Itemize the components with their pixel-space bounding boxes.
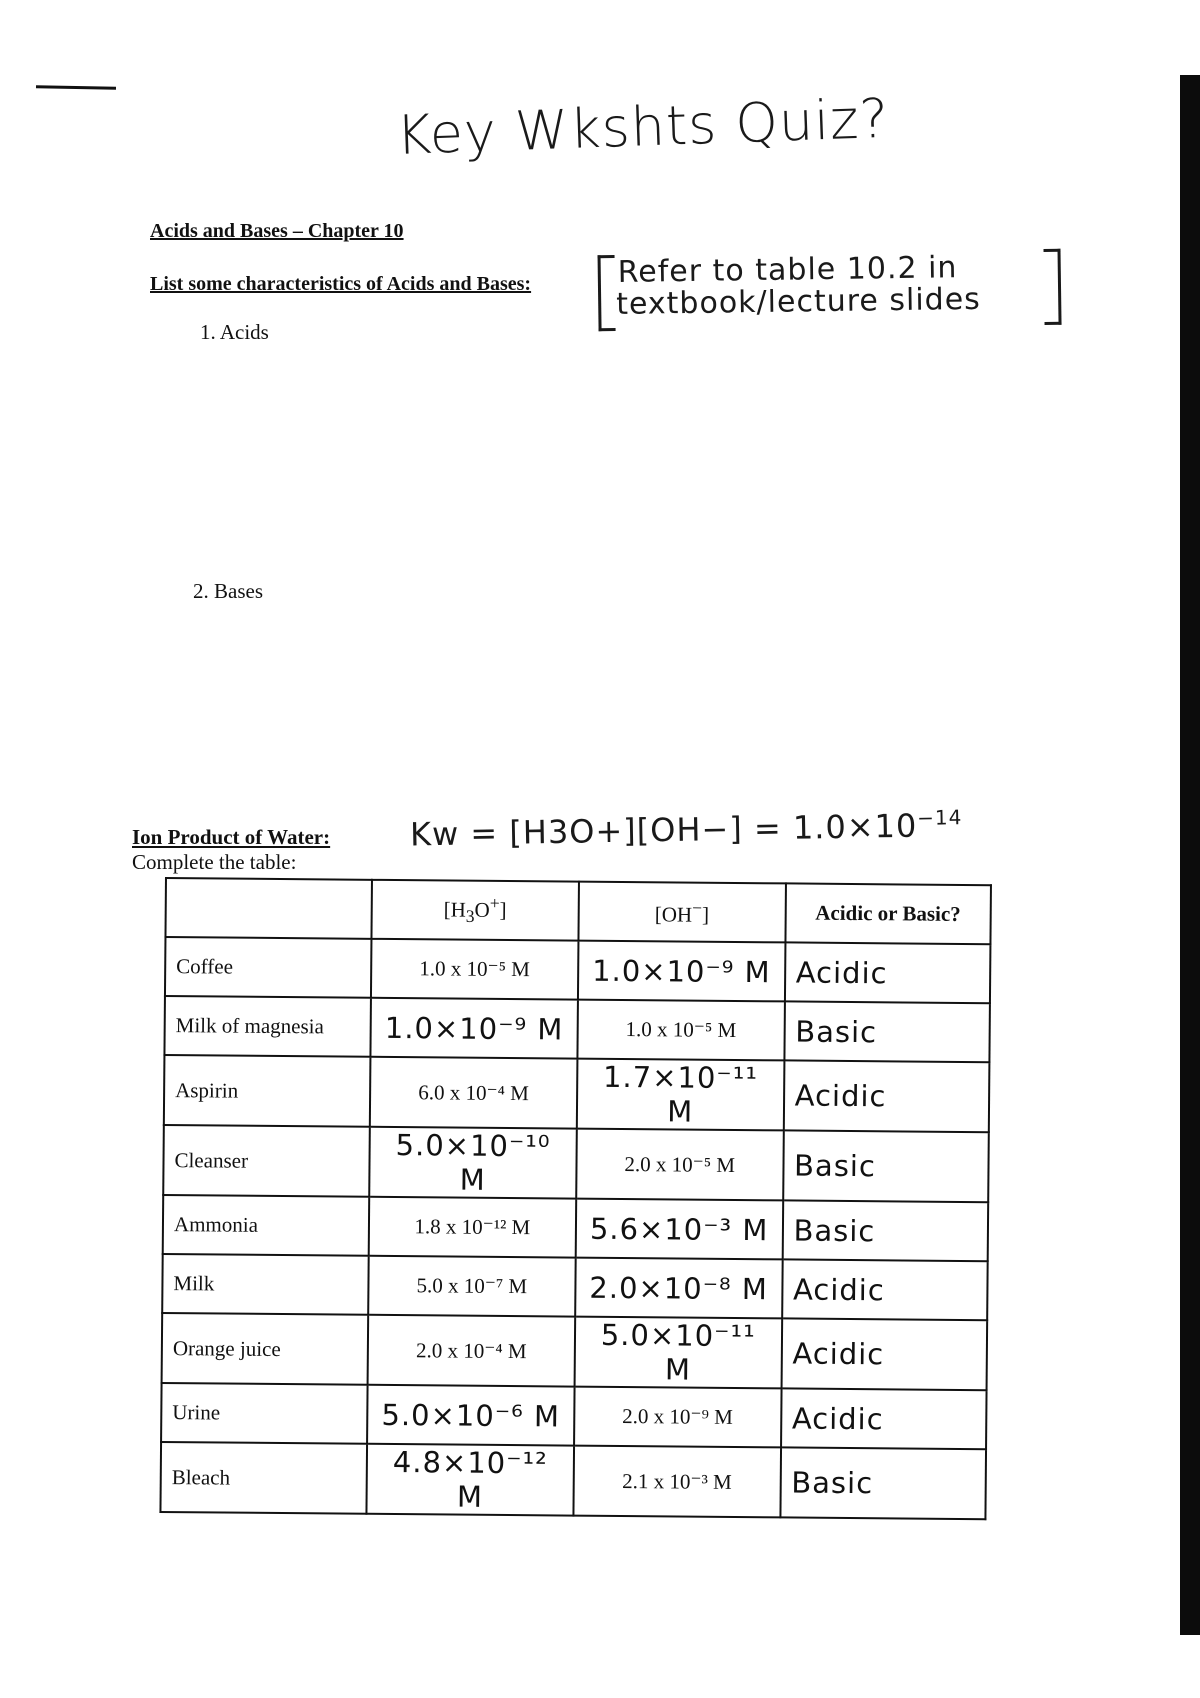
oh-value-handwritten: 1.7×10⁻¹¹ M bbox=[577, 1059, 784, 1131]
table-row bbox=[160, 1442, 986, 1519]
h3o-value: 6.0 x 10⁻⁴ M bbox=[370, 1057, 577, 1129]
row-name: Milk bbox=[162, 1254, 369, 1315]
oh-value: 1.0 x 10⁻⁵ M bbox=[577, 1000, 784, 1061]
table-row bbox=[162, 1254, 987, 1320]
row-name: Orange juice bbox=[162, 1313, 369, 1385]
h3o-value: 5.0 x 10⁻⁷ M bbox=[368, 1256, 575, 1317]
kw-equation-exponent: −14 bbox=[916, 805, 963, 830]
table-row bbox=[163, 1125, 989, 1202]
oh-value-handwritten: 2.0×10⁻⁸ M bbox=[575, 1258, 782, 1319]
oh-value: 2.1 x 10⁻³ M bbox=[573, 1446, 780, 1518]
table-row bbox=[163, 1195, 988, 1261]
acid-base-answer: Basic bbox=[784, 1001, 990, 1062]
oh-value: 2.0 x 10⁻⁵ M bbox=[576, 1129, 783, 1201]
kw-equation-main: Kw = [H3O+][OH−] = 1.0×10 bbox=[409, 806, 918, 854]
oh-value-handwritten: 5.6×10⁻³ M bbox=[576, 1199, 783, 1260]
scan-edge-shadow bbox=[1180, 75, 1200, 1635]
row-name: Bleach bbox=[160, 1442, 367, 1514]
row-name: Coffee bbox=[165, 937, 372, 998]
acid-base-answer: Acidic bbox=[782, 1259, 988, 1320]
row-name: Milk of magnesia bbox=[164, 996, 371, 1057]
table-row bbox=[164, 996, 989, 1062]
acid-base-answer: Basic bbox=[783, 1130, 989, 1202]
oh-value-handwritten: 1.0×10⁻⁹ M bbox=[578, 941, 785, 1002]
row-name: Urine bbox=[161, 1383, 368, 1444]
table-header-row bbox=[165, 878, 990, 944]
oh-value: 2.0 x 10⁻⁹ M bbox=[574, 1387, 781, 1448]
handwritten-title: Key Wkshts Quiz? bbox=[394, 86, 891, 167]
ion-product-table bbox=[159, 877, 992, 1520]
acid-base-answer: Basic bbox=[782, 1200, 988, 1261]
acid-base-answer: Acidic bbox=[781, 1318, 987, 1390]
table-row bbox=[161, 1383, 986, 1449]
h3o-value: 2.0 x 10⁻⁴ M bbox=[368, 1315, 575, 1387]
acid-base-answer: Acidic bbox=[781, 1388, 987, 1449]
h3o-value-handwritten: 5.0×10⁻⁶ M bbox=[367, 1385, 574, 1446]
scan-mark bbox=[36, 85, 116, 89]
header-blank bbox=[165, 878, 372, 939]
handwritten-note bbox=[598, 249, 1062, 325]
header-oh: [OH−] bbox=[578, 882, 785, 943]
table-row bbox=[165, 937, 990, 1003]
characteristics-heading: List some characteristics of Acids and Bases: bbox=[150, 273, 532, 295]
h3o-value: 1.8 x 10⁻¹² M bbox=[369, 1197, 576, 1258]
row-name: Aspirin bbox=[164, 1055, 371, 1127]
header-h3o: $[H_3O^+]$ bbox=[371, 880, 578, 941]
acid-base-answer: Acidic bbox=[785, 942, 991, 1003]
h3o-value: 1.0 x 10⁻⁵ M bbox=[371, 939, 578, 1000]
row-name: Cleanser bbox=[163, 1125, 370, 1197]
kw-equation bbox=[410, 805, 963, 853]
table-row bbox=[162, 1313, 988, 1390]
bases-item: 2. Bases bbox=[193, 579, 263, 603]
h3o-value-handwritten: 1.0×10⁻⁹ M bbox=[370, 998, 577, 1059]
table-row bbox=[164, 1055, 990, 1132]
oh-value-handwritten: 5.0×10⁻¹¹ M bbox=[574, 1317, 781, 1389]
ion-product-heading: Ion Product of Water: bbox=[132, 825, 331, 849]
acids-item: 1. Acids bbox=[200, 320, 269, 344]
bracket-left bbox=[598, 255, 616, 331]
table-instruction: Complete the table: bbox=[132, 850, 297, 874]
bracket-right bbox=[1043, 249, 1061, 325]
chapter-heading: Acids and Bases – Chapter 10 bbox=[150, 220, 404, 242]
h3o-value-handwritten: 4.8×10⁻¹² M bbox=[366, 1444, 573, 1516]
acid-base-answer: Basic bbox=[780, 1447, 986, 1519]
h3o-value-handwritten: 5.0×10⁻¹⁰ M bbox=[369, 1127, 576, 1199]
note-line-2: textbook/lecture slides bbox=[615, 281, 982, 322]
note-line-1: Refer to table 10.2 in bbox=[617, 250, 958, 290]
acid-base-answer: Acidic bbox=[783, 1060, 989, 1132]
header-acidic-basic: Acidic or Basic? bbox=[785, 883, 991, 944]
row-name: Ammonia bbox=[163, 1195, 370, 1256]
